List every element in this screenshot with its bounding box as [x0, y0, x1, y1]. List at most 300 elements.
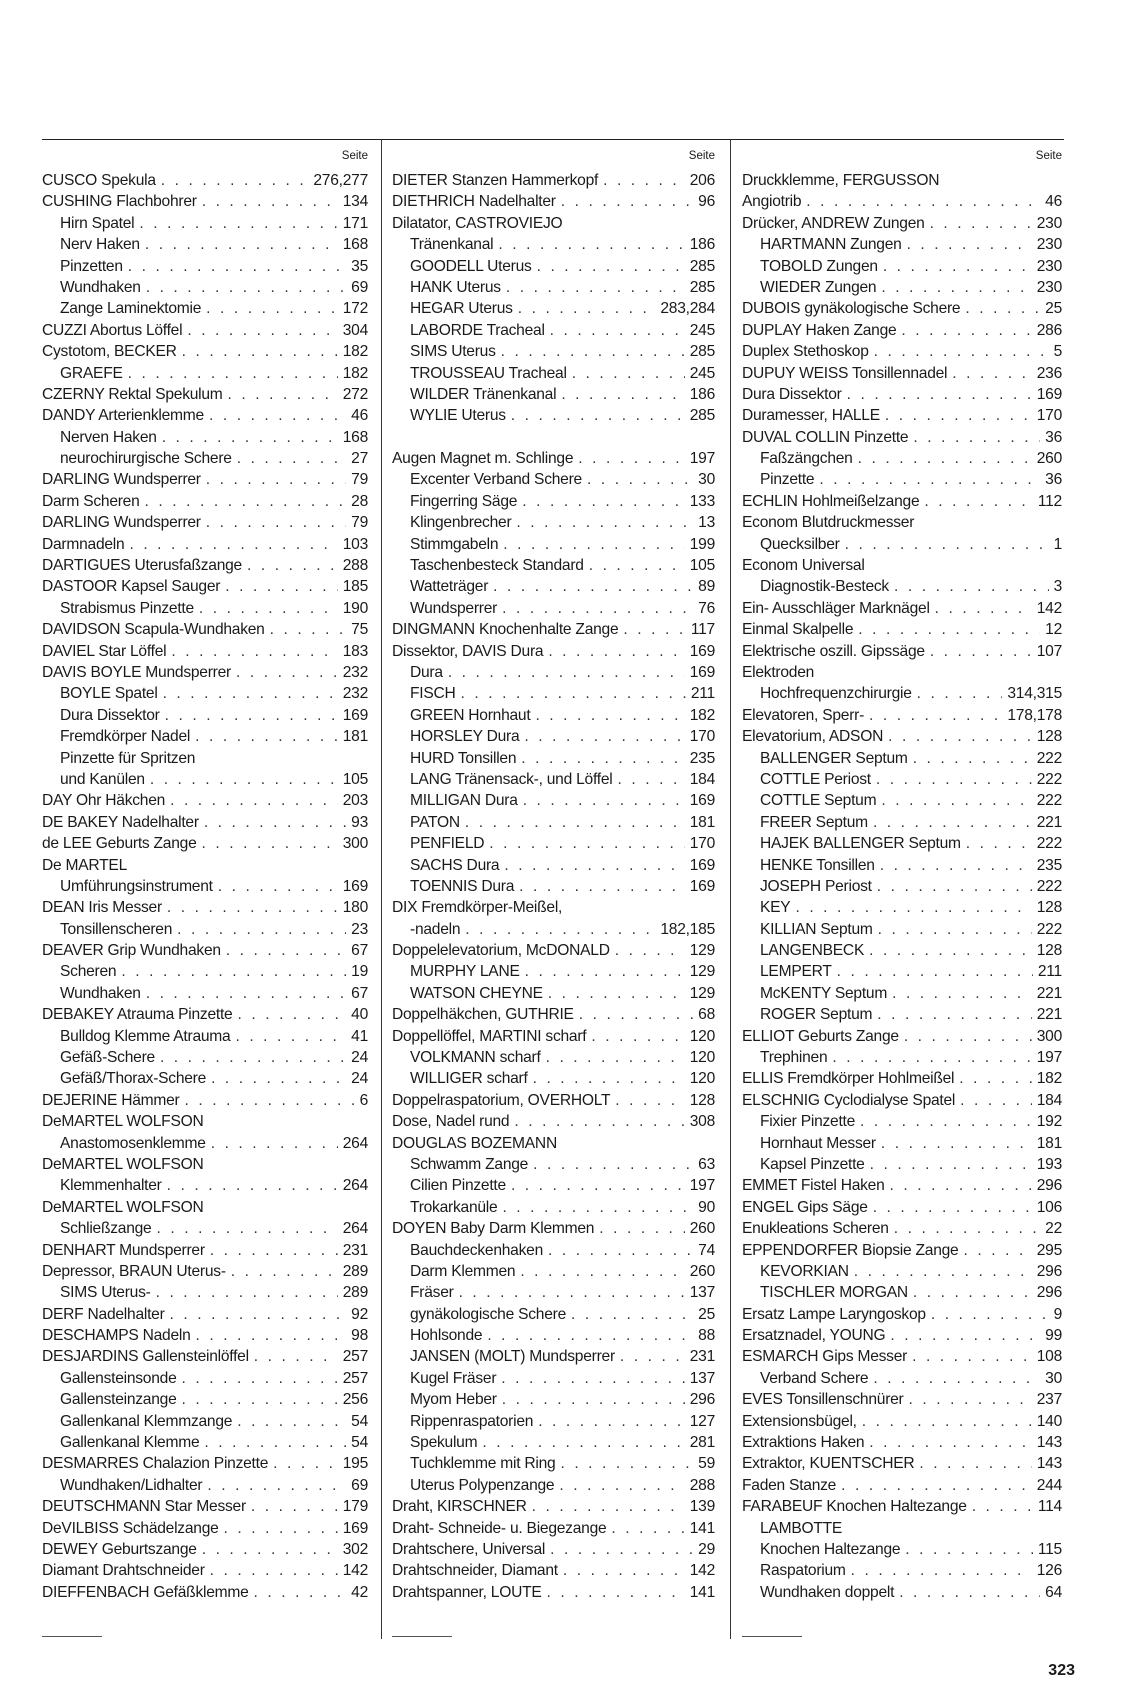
dot-leader [960, 1090, 1032, 1111]
entry-term: De MARTEL [42, 856, 127, 874]
dot-leader [502, 1197, 693, 1218]
index-entry [42, 448, 370, 469]
dot-leader [145, 234, 338, 255]
entry-term: ENGEL Gips Säge [742, 1198, 868, 1216]
entry-page: 182 [342, 343, 368, 361]
entry-term: CZERNY Rektal Spekulum [42, 385, 223, 403]
index-entry [742, 384, 1064, 405]
entry-term: Darm Scheren [42, 492, 140, 510]
entry-term: Gallensteinzange [60, 1391, 177, 1409]
entry-term: Umführungsinstrument [60, 877, 213, 895]
index-entry [742, 1218, 1064, 1239]
entry-term: MILLIGAN Dura [410, 792, 518, 810]
dot-leader [832, 1047, 1031, 1068]
entry-page: 276,277 [313, 172, 368, 189]
entry-term: Gefäß/Thorax-Schere [60, 1070, 207, 1088]
index-entry [742, 1346, 1064, 1367]
entry-page: 114 [1037, 1498, 1062, 1516]
index-entry [742, 1047, 1064, 1068]
index-entry [42, 1218, 370, 1239]
entry-page: 29 [698, 1541, 715, 1558]
dot-leader [894, 576, 1049, 597]
index-entry [392, 576, 717, 597]
index-entry [392, 234, 717, 255]
entry-page: 46 [1045, 193, 1062, 211]
entry-term: FREER Septum [760, 813, 868, 831]
entry-term: Pinzetten [60, 257, 123, 275]
dot-leader [537, 256, 685, 277]
dot-leader [182, 1389, 338, 1410]
entry-term: ROGER Septum [760, 1006, 873, 1024]
entry-page: 5 [1053, 343, 1062, 361]
index-entry [42, 961, 370, 982]
index-entry [742, 1582, 1064, 1603]
entry-term: TOENNIS Dura [410, 877, 515, 895]
dot-leader [504, 855, 684, 876]
entry-page: 103 [342, 535, 368, 553]
dot-leader [560, 1453, 693, 1474]
index-entry [392, 405, 717, 426]
entry-term: Draht- Schneide- u. Biegezange [392, 1519, 607, 1537]
dot-leader [919, 1453, 1031, 1474]
dot-leader [561, 191, 693, 212]
index-entry [742, 1154, 1064, 1175]
entry-term: Einmal Skalpelle [742, 621, 854, 639]
dot-leader [247, 555, 338, 576]
dot-leader [858, 619, 1040, 640]
entry-page: 283,284 [660, 300, 715, 318]
dot-leader [206, 469, 346, 490]
entry-list [392, 170, 717, 1603]
entry-page: 90 [698, 1198, 715, 1216]
dot-leader [870, 1154, 1032, 1175]
dot-leader [461, 683, 686, 704]
dot-leader [195, 726, 338, 747]
index-entry [742, 641, 1064, 662]
entry-page: 231 [689, 1348, 715, 1366]
entry-page: 12 [1045, 621, 1062, 639]
index-entry [42, 298, 370, 319]
index-entry [742, 1240, 1064, 1261]
dot-leader [204, 812, 346, 833]
entry-page: 142 [1036, 599, 1062, 617]
entry-term: Doppelhäkchen, GUTHRIE [392, 1006, 574, 1024]
entry-page: 137 [689, 1369, 715, 1387]
entry-term: DeMARTEL WOLFSON [42, 1155, 204, 1173]
entry-page: 108 [1036, 1348, 1062, 1366]
entry-term: ESMARCH Gips Messer [742, 1348, 908, 1366]
dot-leader [228, 384, 338, 405]
entry-term: WILDER Tränenkanal [410, 385, 557, 403]
entry-term: DeVILBISS Schädelzange [42, 1519, 219, 1537]
index-entry [392, 491, 717, 512]
entry-page: 232 [342, 685, 368, 703]
dot-leader [501, 341, 685, 362]
entry-term: DARLING Wundsperrer [42, 514, 201, 532]
entry-term: HORSLEY Dura [410, 728, 520, 746]
dot-leader [615, 1090, 684, 1111]
entry-term: DEAVER Grip Wundhaken [42, 942, 221, 960]
dot-leader [237, 1004, 346, 1025]
dot-leader [885, 405, 1032, 426]
index-entry [742, 1389, 1064, 1410]
dot-leader [459, 1282, 685, 1303]
dot-leader [880, 855, 1032, 876]
entry-term: FARABEUF Knochen Haltezange [742, 1498, 967, 1516]
dot-leader [873, 812, 1032, 833]
index-entry [742, 320, 1064, 341]
dot-leader [225, 576, 338, 597]
dot-leader [209, 405, 346, 426]
dot-leader [270, 619, 347, 640]
entry-page: 260 [689, 1220, 715, 1238]
entry-term: und Kanülen [60, 770, 145, 788]
page-number: 323 [1048, 1662, 1075, 1679]
index-entry [42, 1518, 370, 1539]
index-entry [742, 534, 1064, 555]
entry-page: 256 [342, 1391, 368, 1409]
entry-page: 181 [1036, 1134, 1062, 1152]
entry-term: WILLIGER scharf [410, 1070, 528, 1088]
dot-leader [160, 1047, 346, 1068]
seite-label: Seite [341, 150, 368, 162]
index-entry [742, 683, 1064, 704]
entry-term: Taschenbesteck Standard [410, 557, 584, 575]
entry-term: DAVIDSON Scapula-Wundhaken [42, 621, 265, 639]
entry-page: 289 [342, 1284, 368, 1302]
entry-page: 79 [351, 514, 368, 532]
index-entry [392, 769, 717, 790]
index-entry [392, 1175, 717, 1196]
entry-term: Doppelelevatorium, McDONALD [392, 942, 610, 960]
dot-leader [170, 1304, 347, 1325]
entry-page: 232 [342, 663, 368, 681]
entry-term: Darmnadeln [42, 535, 125, 553]
entry-term: TISCHLER MORGAN [760, 1284, 908, 1302]
dot-leader [182, 1368, 338, 1389]
index-entry [42, 1475, 370, 1496]
entry-term: JANSEN (MOLT) Mundsperrer [410, 1348, 615, 1366]
entry-page: 67 [351, 984, 368, 1002]
entry-page: 25 [1045, 300, 1062, 318]
dot-leader [206, 298, 338, 319]
index-entry [392, 534, 717, 555]
entry-page: 296 [689, 1391, 715, 1409]
entry-term: Wundhaken doppelt [760, 1583, 895, 1601]
dot-leader [611, 1518, 684, 1539]
entry-term: SIMS Uterus- [60, 1284, 151, 1302]
dot-leader [931, 1304, 1049, 1325]
index-entry [742, 855, 1064, 876]
dot-leader [211, 1133, 338, 1154]
index-entry [42, 897, 370, 918]
dot-leader [806, 191, 1040, 212]
dot-leader [795, 897, 1031, 918]
dot-leader [520, 1261, 684, 1282]
dot-leader [617, 769, 684, 790]
entry-page: 221 [1036, 984, 1062, 1002]
dot-leader [518, 298, 656, 319]
entry-page: 183 [342, 642, 368, 660]
dot-leader [196, 1325, 347, 1346]
dot-leader [254, 1582, 347, 1603]
dot-leader [913, 1282, 1032, 1303]
entry-page: 300 [342, 835, 368, 853]
entry-term: Depressor, BRAUN Uterus- [42, 1262, 226, 1280]
dot-leader [899, 1582, 1040, 1603]
dot-leader [482, 1432, 684, 1453]
entry-page: 244 [1036, 1476, 1062, 1494]
dot-leader [869, 1432, 1031, 1453]
entry-page: 143 [1036, 1455, 1062, 1473]
dot-leader [511, 1175, 685, 1196]
index-entry [742, 213, 1064, 234]
entry-term: Econom Blutdruckmesser [742, 514, 915, 532]
entry-page: 35 [351, 257, 368, 275]
index-entry [742, 1539, 1064, 1560]
dot-leader [901, 320, 1031, 341]
entry-page: 180 [342, 899, 368, 917]
dot-leader [489, 833, 684, 854]
index-entry [742, 1197, 1064, 1218]
index-entry [42, 790, 370, 811]
entry-term: Extraktions Haken [742, 1434, 865, 1452]
entry-term: BALLENGER Septum [760, 749, 908, 767]
index-entry [742, 1325, 1064, 1346]
entry-term: Trokarkanüle [410, 1198, 498, 1216]
entry-page: 169 [689, 856, 715, 874]
entry-term: Klemmenhalter [60, 1177, 162, 1195]
entry-page: 286 [1036, 321, 1062, 339]
entry-page: 137 [689, 1284, 715, 1302]
index-entry [742, 1475, 1064, 1496]
index-entry [42, 641, 370, 662]
entry-page: 169 [689, 877, 715, 895]
entry-term: GREEN Hornhaut [410, 706, 531, 724]
entry-term: Schwamm Zange [410, 1155, 529, 1173]
entry-term: ELSCHNIG Cyclodialyse Spatel [742, 1091, 956, 1109]
entry-list [742, 170, 1064, 1603]
index-entry [742, 726, 1064, 747]
dot-leader [913, 427, 1040, 448]
entry-page: 171 [342, 214, 368, 232]
entry-page: 285 [689, 278, 715, 296]
dot-leader [862, 1411, 1032, 1432]
column-divider [730, 139, 731, 1639]
index-entry [742, 662, 1064, 683]
index-entry [742, 1304, 1064, 1325]
dot-leader [548, 1240, 693, 1261]
entry-page: 170 [1036, 407, 1062, 425]
entry-page: 128 [1036, 942, 1062, 960]
dot-leader [237, 448, 346, 469]
index-entry [742, 363, 1064, 384]
index-entry [42, 363, 370, 384]
entry-term: EVES Tonsillenschnürer [742, 1391, 904, 1409]
entry-page: 182 [1036, 1070, 1062, 1088]
dot-leader [851, 1560, 1032, 1581]
entry-term: Enukleations Scheren [742, 1220, 889, 1238]
entry-term: WIEDER Zungen [760, 278, 877, 296]
entry-page: 289 [342, 1262, 368, 1280]
dot-leader [465, 919, 655, 940]
dot-leader [187, 320, 337, 341]
dot-leader [845, 534, 1049, 555]
entry-page: 19 [351, 963, 368, 981]
dot-leader [448, 662, 685, 683]
dot-leader [128, 363, 338, 384]
entry-page: 54 [351, 1412, 368, 1430]
entry-page: 74 [698, 1241, 715, 1259]
entry-term: VOLKMANN scharf [410, 1049, 541, 1067]
entry-page: 288 [689, 1476, 715, 1494]
entry-page: 139 [689, 1498, 715, 1516]
index-entry [392, 1582, 717, 1603]
entry-page: 63 [698, 1155, 715, 1173]
index-entry [42, 555, 370, 576]
index-entry [392, 855, 717, 876]
dot-leader [837, 961, 1033, 982]
entry-term: Elektroden [742, 663, 815, 681]
entry-page: 221 [1036, 1006, 1062, 1024]
entry-term: Augen Magnet m. Schlinge [392, 450, 574, 468]
entry-term: Scheren [60, 963, 117, 981]
entry-page: 129 [689, 984, 715, 1002]
entry-page: 260 [689, 1262, 715, 1280]
dot-leader [184, 1090, 354, 1111]
index-entry [42, 469, 370, 490]
dot-leader [913, 748, 1032, 769]
entry-term: DINGMANN Knochenhalte Zange [392, 621, 619, 639]
index-entry [42, 170, 370, 191]
entry-page: 221 [1036, 813, 1062, 831]
index-entry [42, 662, 370, 683]
entry-term: Fingerring Säge [410, 492, 518, 510]
entry-page: 22 [1045, 1220, 1062, 1238]
entry-term: DESCHAMPS Nadeln [42, 1327, 191, 1345]
dot-leader [523, 790, 685, 811]
index-entry [392, 662, 717, 683]
entry-term: DeMARTEL WOLFSON [42, 1198, 204, 1216]
index-entry [742, 983, 1064, 1004]
footer-rule [42, 1636, 102, 1637]
entry-page: 182 [342, 364, 368, 382]
index-entry [42, 1240, 370, 1261]
dot-leader [881, 790, 1031, 811]
index-entry [742, 191, 1064, 212]
entry-term: WYLIE Uterus [410, 407, 506, 425]
entry-page: 128 [689, 1091, 715, 1109]
entry-term: Elevatorium, ADSON [742, 728, 884, 746]
entry-page: 304 [342, 321, 368, 339]
dot-leader [273, 1453, 338, 1474]
entry-term: Watteträger [410, 578, 489, 596]
dot-leader [877, 876, 1032, 897]
dot-leader [878, 919, 1032, 940]
index-entry [42, 320, 370, 341]
entry-term: Drahtschere, Universal [392, 1541, 546, 1558]
entry-page: 117 [690, 621, 715, 639]
entry-term: Uterus Polypenzange [410, 1476, 555, 1494]
dot-leader [591, 1026, 684, 1047]
dot-leader [128, 256, 346, 277]
index-entry [42, 1411, 370, 1432]
entry-term: Faden Stanze [742, 1476, 837, 1494]
dot-leader [877, 1004, 1031, 1025]
index-entry [42, 1047, 370, 1068]
index-entry [742, 341, 1064, 362]
entry-page: 141 [689, 1583, 715, 1601]
entry-page: 245 [689, 321, 715, 339]
entry-page: 222 [1036, 835, 1062, 853]
entry-page: 186 [689, 236, 715, 254]
dot-leader [904, 1026, 1032, 1047]
dot-leader [254, 1346, 338, 1367]
index-entry [392, 833, 717, 854]
index-entry [42, 1175, 370, 1196]
entry-page: 168 [342, 236, 368, 254]
index-entry [742, 555, 1064, 576]
entry-term: Gallenkanal Klemme [60, 1434, 200, 1452]
index-entry [392, 641, 717, 662]
index-entry [742, 1026, 1064, 1047]
index-entry [42, 1111, 370, 1132]
entry-page: 129 [689, 963, 715, 981]
entry-term: HENKE Tonsillen [760, 856, 875, 874]
entry-page: 67 [351, 942, 368, 960]
dot-leader [930, 641, 1032, 662]
entry-term: DOYEN Baby Darm Klemmen [392, 1220, 595, 1238]
index-entry [42, 812, 370, 833]
index-entry [742, 234, 1064, 255]
dot-leader [226, 940, 346, 961]
entry-term: Dura [410, 663, 443, 681]
entry-term: Diagnostik-Besteck [760, 578, 889, 596]
entry-term: Drahtschneider, Diamant [392, 1562, 558, 1580]
index-entry [392, 1304, 717, 1325]
entry-term: DESJARDINS Gallensteinlöffel [42, 1348, 249, 1366]
dot-leader [909, 1389, 1032, 1410]
dot-leader [162, 427, 338, 448]
entry-term: JOSEPH Periost [760, 877, 872, 895]
dot-leader [559, 1475, 684, 1496]
entry-term: Dissektor, DAVIS Dura [392, 642, 544, 660]
entry-term: COTTLE Septum [760, 792, 877, 810]
entry-page: 142 [342, 1562, 368, 1580]
entry-page: 128 [1036, 728, 1062, 746]
entry-term: Dura Dissektor [742, 385, 842, 403]
entry-page: 79 [351, 471, 368, 489]
index-entry [392, 1004, 717, 1025]
index-entry [392, 1068, 717, 1089]
index-entry [742, 961, 1064, 982]
entry-term: DANDY Arterienklemme [42, 407, 204, 425]
index-entry [42, 769, 370, 790]
entry-page: 285 [689, 407, 715, 425]
entry-page: 6 [359, 1091, 368, 1109]
entry-page: 197 [689, 450, 715, 468]
entry-page: 107 [1036, 642, 1062, 660]
dot-leader [869, 940, 1032, 961]
dot-leader [533, 1154, 693, 1175]
entry-term: Hohlsonde [410, 1327, 483, 1345]
dot-leader [171, 641, 337, 662]
entry-term: Tuchklemme mit Ring [410, 1455, 556, 1473]
entry-page: 134 [342, 193, 368, 211]
index-entry [42, 1026, 370, 1047]
entry-term: DeMARTEL WOLFSON [42, 1113, 204, 1131]
entry-term: COTTLE Periost [760, 770, 871, 788]
